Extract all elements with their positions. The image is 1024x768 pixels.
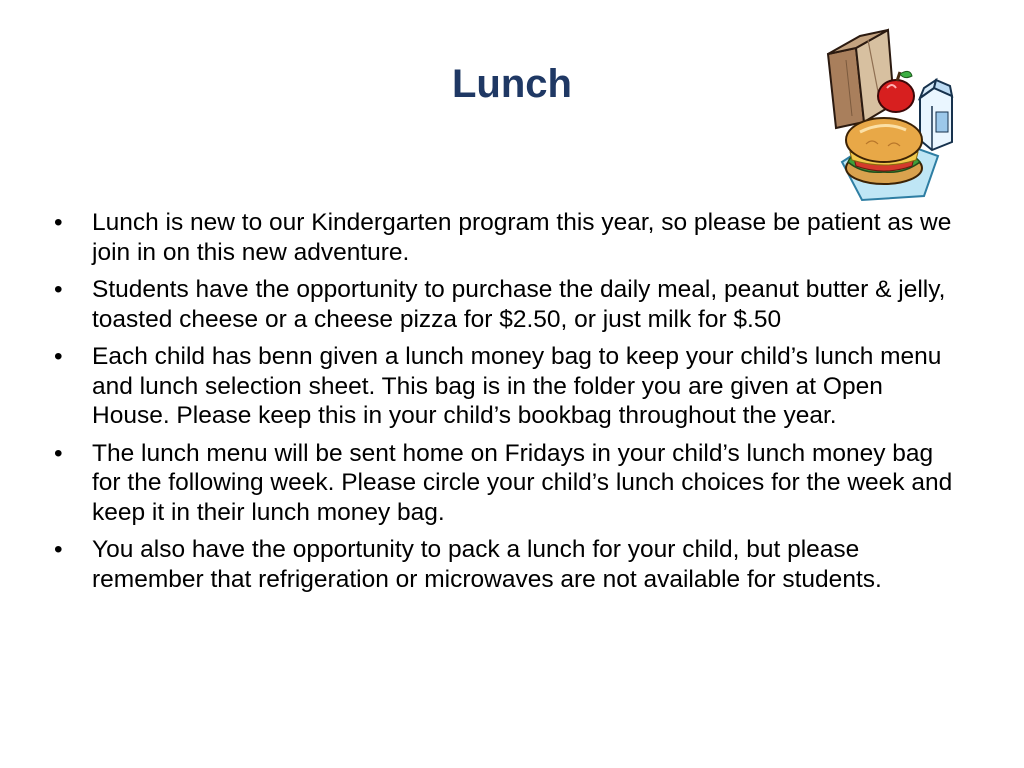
lunch-clipart (808, 16, 960, 206)
bullet-item-money-bag (54, 342, 964, 431)
bullet-marker: • (54, 439, 63, 467)
bullet-item-pack-lunch (54, 535, 964, 594)
bullet-marker: • (54, 536, 63, 563)
bullet-text: You also have the opportunity to pack a lunch for your child, but please remember that refrigeration or microwaves are not available for students. (92, 536, 882, 593)
slide-title: Lunch (452, 62, 572, 106)
bullet-text: The lunch menu will be sent home on Fridays in your child’s lunch money bag for the following week. Please circle your child’s lunch choices for the week and keep it in their lunch money bag. (92, 439, 953, 526)
bullet-marker: • (54, 343, 63, 370)
milk-carton-icon (920, 80, 952, 150)
bullet-marker: • (54, 209, 63, 236)
bullet-text: Students have the opportunity to purchase the daily meal, peanut butter & jelly, toasted cheese or a cheese pizza for $2.50, or just milk for $.50 (92, 276, 946, 333)
bullet-item-purchase-options (54, 275, 964, 334)
bullet-list (54, 208, 964, 602)
sandwich-icon (846, 118, 922, 184)
bullet-item-lunch-menu (54, 439, 964, 528)
bullet-text: Each child has benn given a lunch money bag to keep your child’s lunch menu and lunch selection sheet. This bag is in the folder you are given at Open House. Please keep this in your child’s bookbag throughout the year. (92, 343, 942, 429)
paper-bag-icon (828, 30, 894, 128)
bullet-marker: • (54, 276, 63, 303)
bullet-text: Lunch is new to our Kindergarten program this year, so please be patient as we join in on this new adventure. (92, 209, 952, 266)
bullet-item-lunch-new (54, 208, 964, 267)
